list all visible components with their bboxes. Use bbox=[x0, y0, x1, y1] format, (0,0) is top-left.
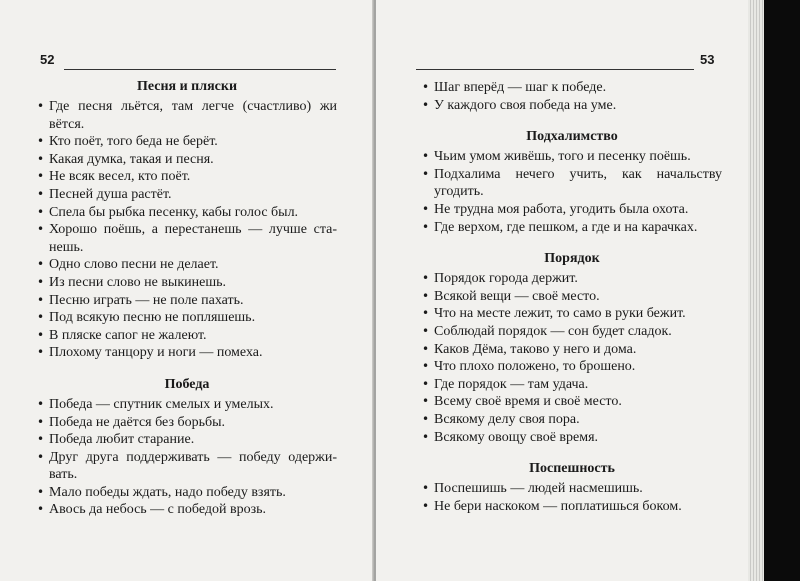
section-title: Порядок bbox=[544, 251, 600, 267]
section-title: Песня и пляски bbox=[136, 79, 238, 94]
right-content bbox=[422, 79, 722, 515]
proverb-list bbox=[422, 79, 722, 114]
proverb-item: • Где верхом, где пешком, а где и на карачках. bbox=[422, 219, 722, 237]
proverb-item: • Авось да небось — с победой врозь. bbox=[37, 501, 337, 519]
proverb-item: • Всякому делу своя пора. bbox=[422, 411, 722, 429]
left-page bbox=[0, 0, 375, 581]
proverb-item: • Каков Дёма, таково у него и дома. bbox=[422, 341, 722, 359]
proverb-item: • Победа — спутник смелых и умелых. bbox=[37, 396, 337, 414]
proverb-list bbox=[37, 396, 337, 519]
header-rule bbox=[64, 69, 336, 70]
proverb-item: • Не трудна моя работа, угодить была охота. bbox=[422, 201, 722, 219]
proverb-item: • Плохому танцору и ноги — помеха. bbox=[37, 344, 337, 362]
proverb-item: • Друг друга поддерживать — победу одержи- вать. bbox=[37, 449, 337, 484]
proverb-item: • Победа любит старание. bbox=[37, 431, 337, 449]
left-content bbox=[37, 78, 337, 519]
proverb-item: • Песню играть — не поле пахать. bbox=[37, 292, 337, 310]
proverb-item: • Порядок города держит. bbox=[422, 270, 722, 288]
proverb-item: • Соблюдай порядок — сон будет сладок. bbox=[422, 323, 722, 341]
proverb-item: • Шаг вперёд — шаг к победе. bbox=[422, 79, 722, 97]
proverb-list bbox=[422, 270, 722, 446]
page-number: 52 bbox=[40, 52, 55, 67]
page-number: 53 bbox=[700, 52, 715, 67]
proverb-item: • Подхалима нечего учить, как начальству угодить. bbox=[422, 166, 722, 201]
proverb-item: • Не всяк весел, кто поёт. bbox=[37, 168, 337, 186]
section-title: Поспешность bbox=[529, 461, 615, 477]
proverb-item: • Мало победы ждать, надо победу взять. bbox=[37, 484, 337, 502]
proverb-item: • У каждого своя победа на уме. bbox=[422, 97, 722, 115]
proverb-item: • Всякому овощу своё время. bbox=[422, 429, 722, 447]
proverb-item: • Кто поёт, того беда не берёт. bbox=[37, 133, 337, 151]
proverb-item: • В пляске сапог не жалеют. bbox=[37, 327, 337, 345]
proverb-item: • Какая думка, такая и песня. bbox=[37, 151, 337, 169]
proverb-item: • Хорошо поёшь, а перестанешь — лучше ста- нешь. bbox=[37, 221, 337, 256]
proverb-item: • Что плохо положено, то брошено. bbox=[422, 358, 722, 376]
header-rule bbox=[416, 69, 694, 70]
proverb-list bbox=[422, 148, 722, 236]
proverb-item: • Из песни слово не выкинешь. bbox=[37, 274, 337, 292]
proverb-item: • Спела бы рыбка песенку, кабы голос был. bbox=[37, 204, 337, 222]
proverb-list bbox=[422, 480, 722, 515]
proverb-item: • Под всякую песню не попляшешь. bbox=[37, 309, 337, 327]
proverb-item: • Всему своё время и своё место. bbox=[422, 393, 722, 411]
proverb-item: • Чьим умом живёшь, того и песенку поёшь. bbox=[422, 148, 722, 166]
proverb-item: • Всякой вещи — своё место. bbox=[422, 288, 722, 306]
proverb-item: • Поспешишь — людей насмешишь. bbox=[422, 480, 722, 498]
proverb-item: • Одно слово песни не делает. bbox=[37, 256, 337, 274]
proverb-item: • Песней душа растёт. bbox=[37, 186, 337, 204]
page-edges bbox=[748, 0, 764, 581]
proverb-item: • Не бери наскоком — поплатишься боком. bbox=[422, 498, 722, 516]
proverb-list bbox=[37, 98, 337, 362]
proverb-item: • Что на месте лежит, то само в руки бежит. bbox=[422, 305, 722, 323]
proverb-item: • Победа не даётся без борьбы. bbox=[37, 414, 337, 432]
right-page bbox=[376, 0, 748, 581]
section-title: Подхалимство bbox=[526, 129, 618, 145]
proverb-item: • Где порядок — там удача. bbox=[422, 376, 722, 394]
proverb-item: • Где песня льётся, там легче (счастливо) жи вётся. bbox=[37, 98, 337, 133]
section-title: Победа bbox=[164, 376, 210, 392]
